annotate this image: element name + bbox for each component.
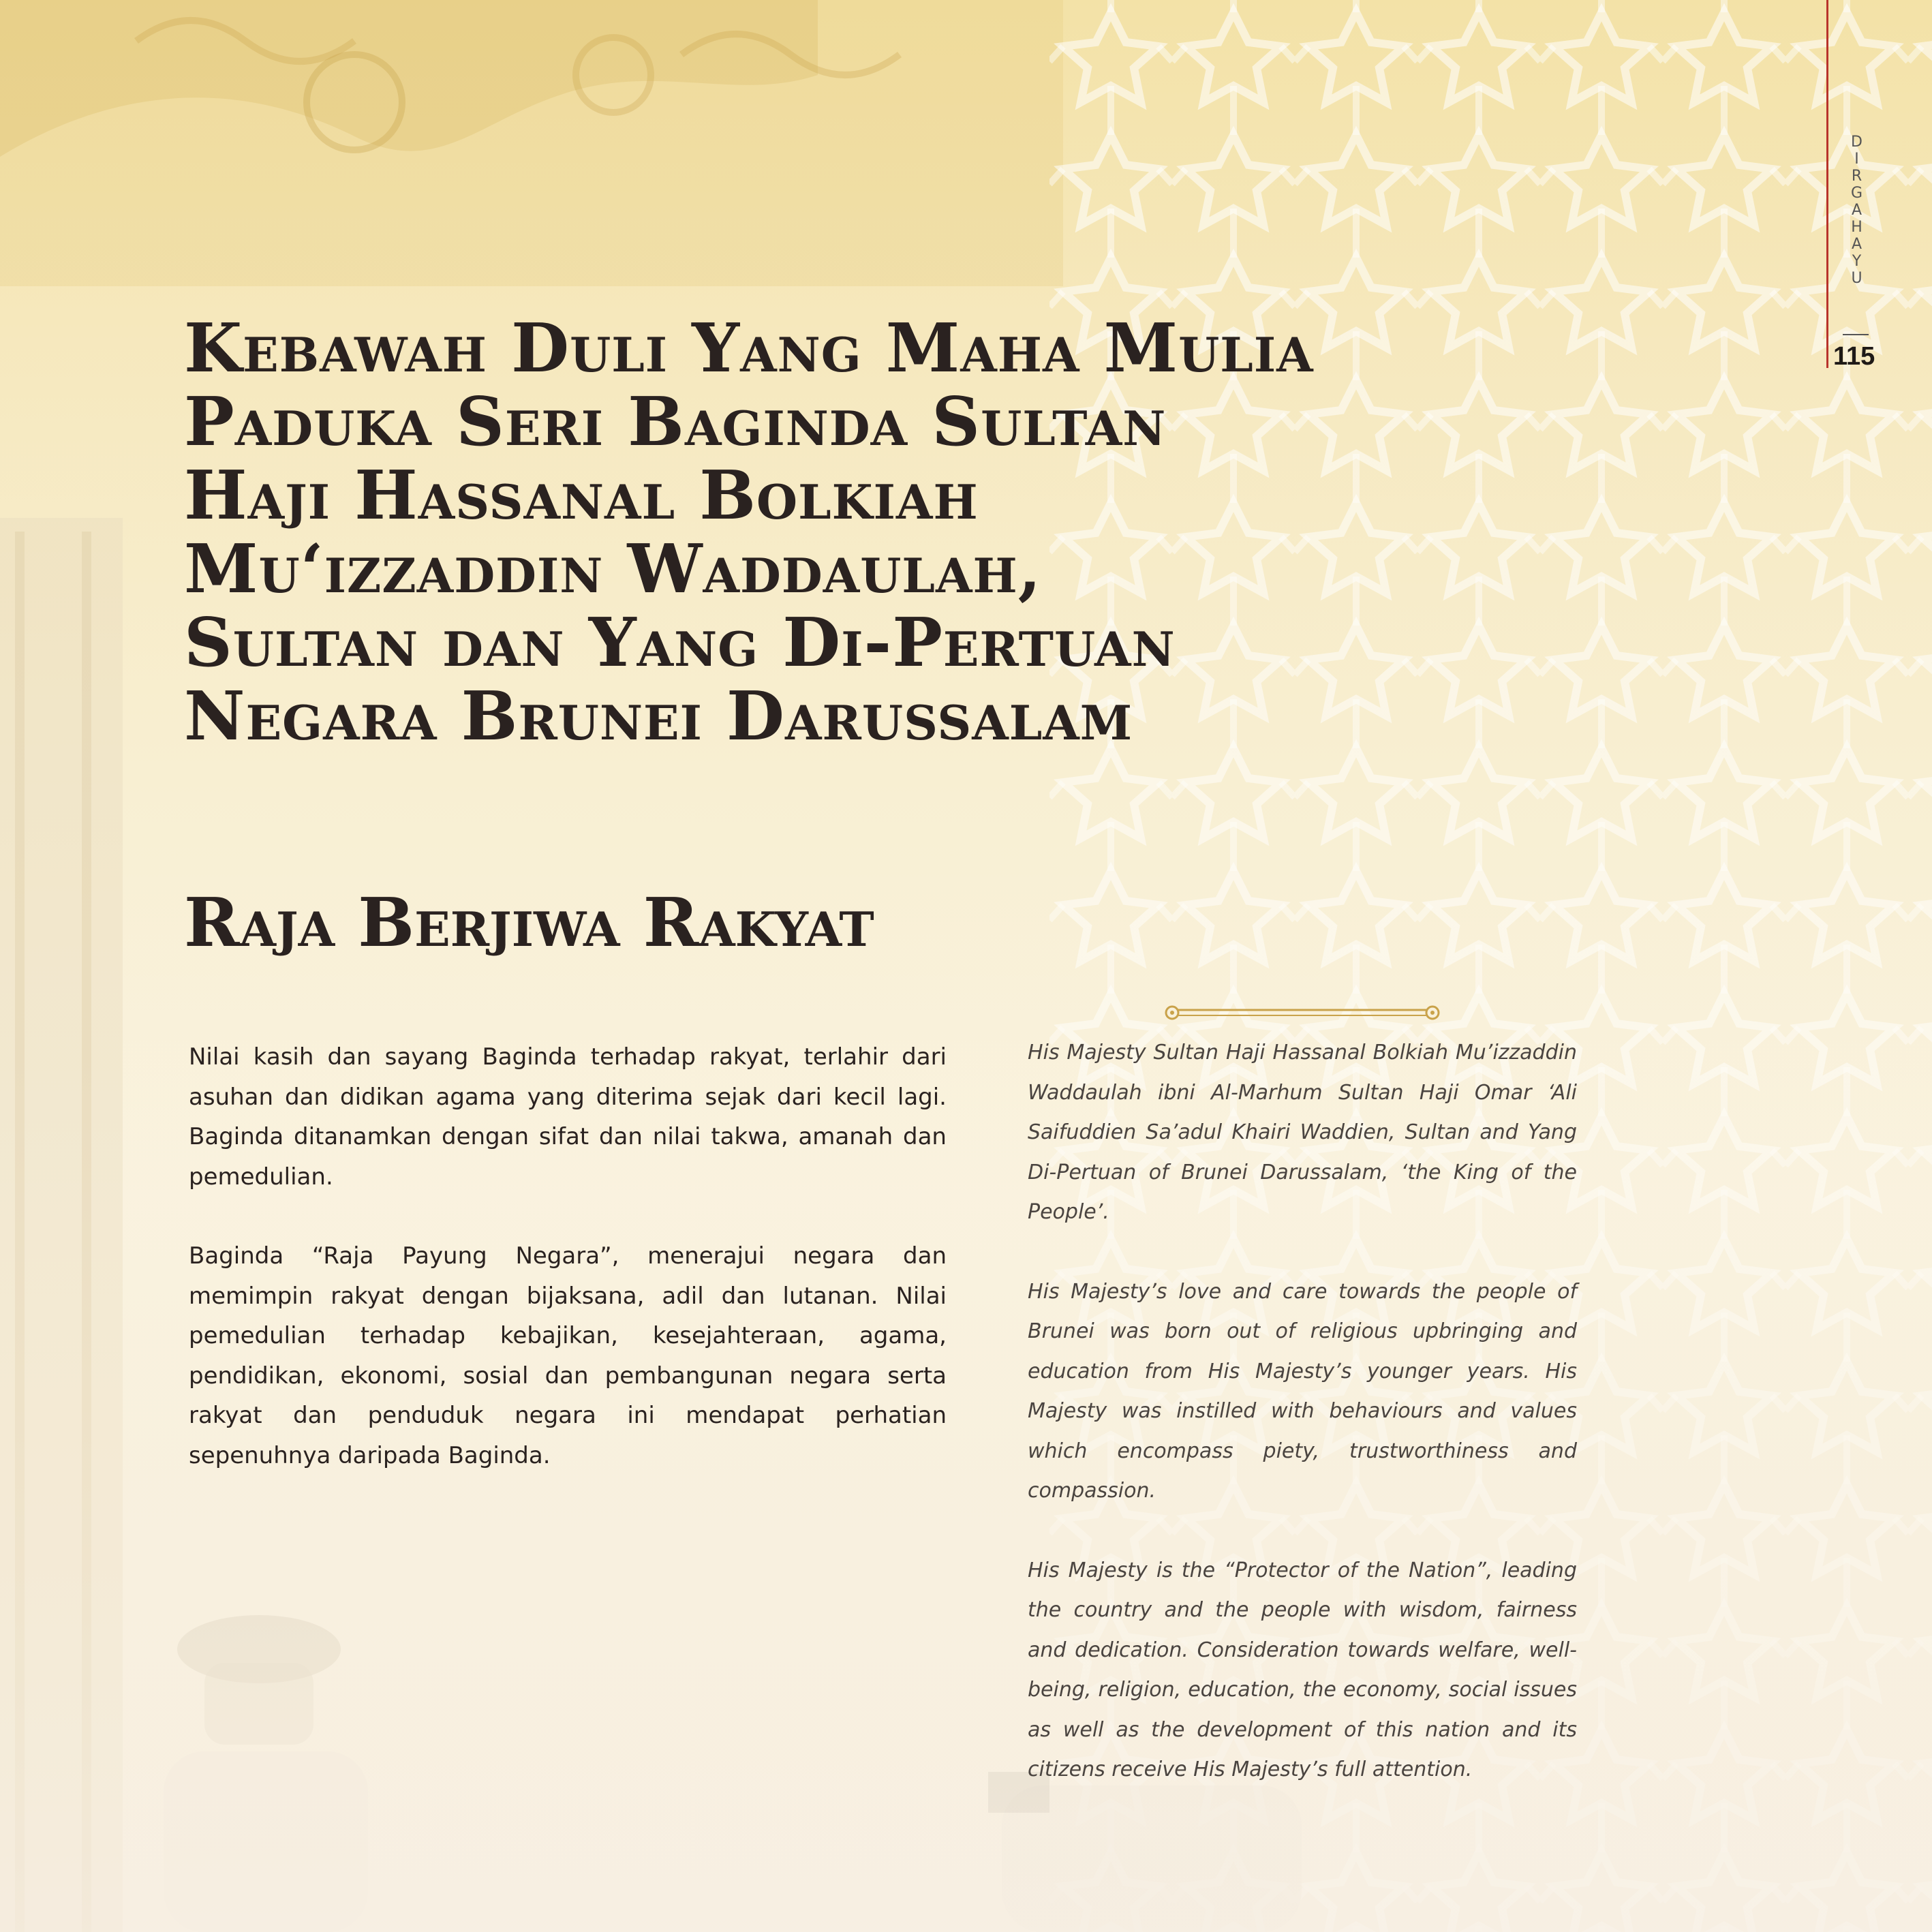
- english-paragraph: His Majesty Sultan Haji Hassanal Bolkiah Mu’izzaddin Waddaulah ibni Al-Marhum Sultan Haji Omar ‘Ali Saifuddien Sa’adul Khairi Waddien, Sultan and Yang Di-Pertuan of Brunei Darussalam, ‘the King of the People’.: [1028, 1041, 1577, 1224]
- running-head-letter: R: [1851, 168, 1863, 185]
- page-number: 115: [1833, 342, 1875, 371]
- title-line: Sultan dan Yang Di-Pertuan: [184, 604, 1176, 682]
- malay-paragraph: Baginda “Raja Payung Negara”, menerajui negara dan memimpin rakyat dengan bijaksana, adil dan lutanan. Nilai pemedulian terhadap kebajikan, kesejahteraan, agama, pendidikan, ekonomi, sosial dan pembangunan negara serta rakyat dan penduduk negara ini mendapat perhatian sepenuhnya daripada Baginda.: [189, 1242, 947, 1469]
- title-line: Paduka Seri Baginda Sultan: [184, 383, 1167, 461]
- running-head-letter: A: [1851, 236, 1863, 253]
- running-head-letter: I: [1854, 151, 1860, 168]
- running-head-letter: H: [1851, 219, 1863, 236]
- side-accent-rule: [1826, 0, 1828, 368]
- running-head-letter: U: [1851, 270, 1863, 287]
- title-line: Mu‘izzaddin Waddaulah,: [184, 530, 1042, 609]
- title-line: Kebawah Duli Yang Maha Mulia: [184, 309, 1314, 388]
- title-line: Haji Hassanal Bolkiah: [184, 457, 979, 535]
- running-head-letter: Y: [1852, 253, 1862, 270]
- malay-paragraph: Nilai kasih dan sayang Baginda terhadap rakyat, terlahir dari asuhan dan didikan agama yang diterima sejak dari kecil lagi. Baginda ditanamkan dengan sifat dan nilai takwa, amanah dan pemedulian.: [189, 1043, 947, 1191]
- english-paragraph: His Majesty is the “Protector of the Nation”, leading the country and the people with wisdom, fairness and dedication. Consideration towards welfare, well-being, religion, education, the economy, social issues as well as the development of this nation and its citizens receive His Majesty’s full attention.: [1028, 1558, 1577, 1781]
- divider-ornament: [1163, 1002, 1442, 1024]
- section-heading: Raja Berjiwa Rakyat: [184, 884, 874, 962]
- english-text-column: [1028, 1033, 1577, 1830]
- running-head-letter: D: [1851, 134, 1863, 151]
- running-head-letter: A: [1851, 202, 1863, 219]
- english-paragraph: His Majesty’s love and care towards the people of Brunei was born out of religious upbringing and education from His Majesty’s younger years. His Majesty was instilled with behaviours and values which encompass piety, trustworthiness and compassion.: [1028, 1279, 1577, 1503]
- running-head: [1850, 134, 1865, 287]
- page-number-rule: [1843, 334, 1869, 335]
- malay-text-column: [189, 1037, 947, 1515]
- running-head-letter: G: [1850, 185, 1864, 202]
- title-line: Negara Brunei Darussalam: [184, 677, 1133, 756]
- page-title: [184, 309, 1547, 756]
